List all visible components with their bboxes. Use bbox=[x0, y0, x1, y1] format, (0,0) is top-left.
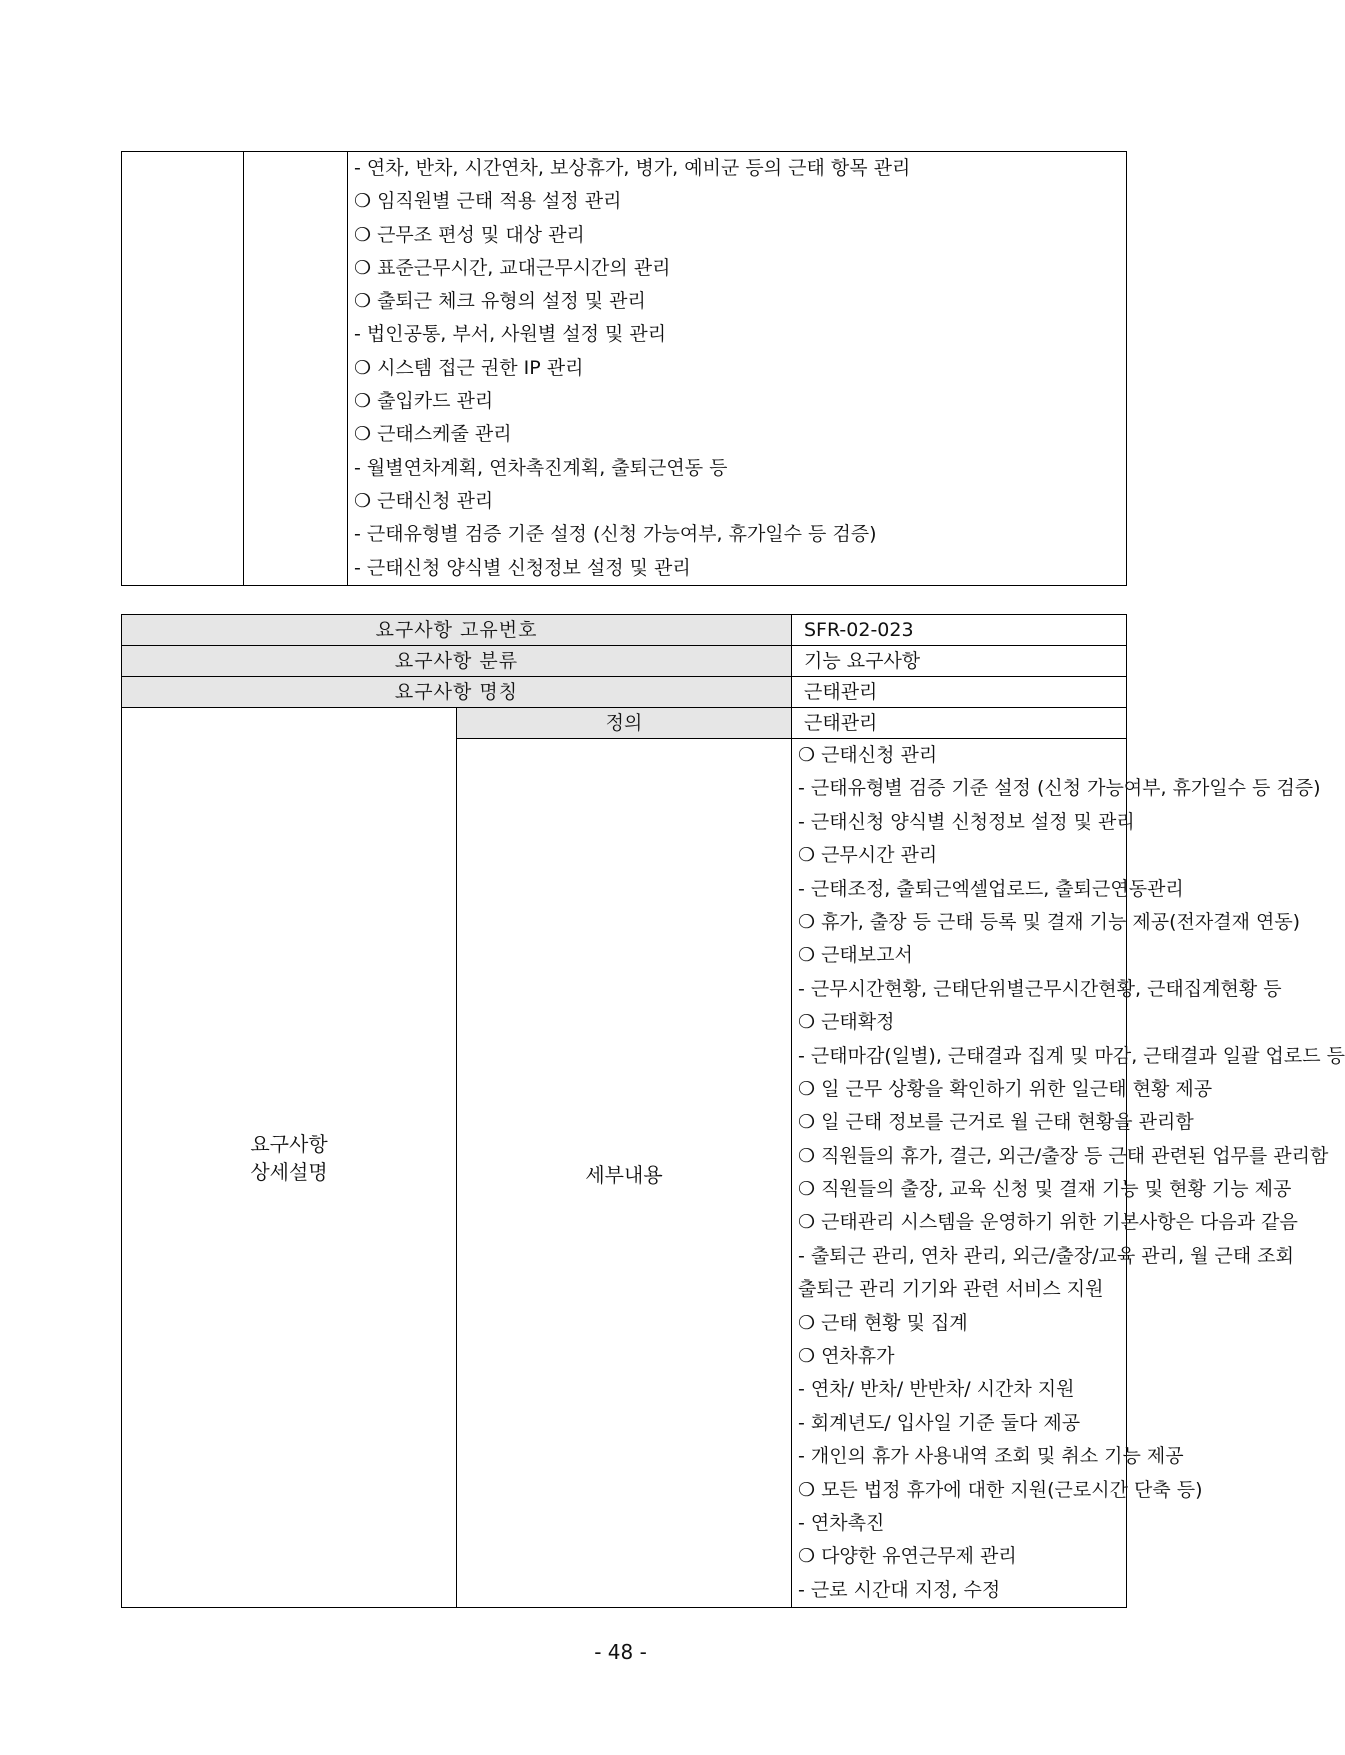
content-line: - 근무시간현황, 근태단위별근무시간현황, 근태집계현황 등 bbox=[798, 977, 1282, 1000]
content-line: ❍ 연차휴가 bbox=[798, 1345, 895, 1368]
definition-value: 근태관리 bbox=[792, 708, 1127, 739]
content-line: - 근태유형별 검증 기준 설정 (신청 가능여부, 휴가일수 등 검증) bbox=[354, 523, 877, 546]
content-line: ❍ 근태관리 시스템을 운영하기 위한 기본사항은 다음과 같음 bbox=[798, 1211, 1298, 1234]
content-line: ❍ 근태신청 관리 bbox=[354, 489, 494, 512]
definition-label: 정의 bbox=[457, 708, 792, 739]
content-line: ❍ 표준근무시간, 교대근무시간의 관리 bbox=[354, 256, 671, 279]
page-number: - 48 - bbox=[594, 1640, 647, 1664]
content-line: ❍ 근태 현황 및 집계 bbox=[798, 1311, 968, 1334]
content-line: ❍ 임직원별 근태 적용 설정 관리 bbox=[354, 190, 622, 213]
content-line: - 근태신청 양식별 신청정보 설정 및 관리 bbox=[798, 810, 1135, 833]
content-line: ❍ 일 근태 정보를 근거로 월 근태 현황을 관리함 bbox=[798, 1111, 1194, 1134]
content-line: ❍ 모든 법정 휴가에 대한 지원(근로시간 단축 등) bbox=[798, 1478, 1203, 1501]
requirement-id-label: 요구사항 고유번호 bbox=[122, 615, 792, 646]
content-line: ❍ 출입카드 관리 bbox=[354, 390, 494, 413]
content-line: - 개인의 휴가 사용내역 조회 및 취소 기능 제공 bbox=[798, 1445, 1184, 1468]
empty-cell-b bbox=[244, 152, 348, 586]
content-line: ❍ 직원들의 휴가, 결근, 외근/출장 등 근태 관련된 업무를 관리함 bbox=[798, 1144, 1329, 1167]
content-line: ❍ 근무조 편성 및 대상 관리 bbox=[354, 223, 585, 246]
content-line: - 근태마감(일별), 근태결과 집계 및 마감, 근태결과 일괄 업로드 등 bbox=[798, 1044, 1345, 1067]
content-line: ❍ 휴가, 출장 등 근태 등록 및 결재 기능 제공(전자결재 연동) bbox=[798, 910, 1301, 933]
content-line: ❍ 다양한 유연근무제 관리 bbox=[798, 1545, 1017, 1568]
continuation-table bbox=[121, 151, 1127, 586]
content-line: - 근로 시간대 지정, 수정 bbox=[798, 1578, 1001, 1601]
content-line: - 출퇴근 관리, 연차 관리, 외근/출장/교육 관리, 월 근태 조회 bbox=[798, 1244, 1294, 1267]
requirement-category-label: 요구사항 분류 bbox=[122, 646, 792, 677]
content-line: ❍ 직원들의 출장, 교육 신청 및 결재 기능 및 현황 기능 제공 bbox=[798, 1178, 1292, 1201]
requirement-name-label: 요구사항 명칭 bbox=[122, 677, 792, 708]
requirement-category-value: 기능 요구사항 bbox=[792, 646, 1127, 677]
content-line: ❍ 근태확정 bbox=[798, 1011, 895, 1034]
content-line: - 연차촉진 bbox=[798, 1511, 885, 1534]
detail-lines bbox=[792, 739, 1345, 1607]
content-line: ❍ 근태보고서 bbox=[798, 944, 913, 967]
content-line: - 월별연차계획, 연차촉진계획, 출퇴근연동 등 bbox=[354, 456, 728, 479]
content-line: ❍ 출퇴근 체크 유형의 설정 및 관리 bbox=[354, 290, 646, 313]
content-line: - 근태조정, 출퇴근엑셀업로드, 출퇴근연동관리 bbox=[798, 877, 1184, 900]
content-line: - 법인공통, 부서, 사원별 설정 및 관리 bbox=[354, 323, 667, 346]
content-line: - 연차/ 반차/ 반반차/ 시간차 지원 bbox=[798, 1378, 1075, 1401]
continuation-content-cell bbox=[348, 152, 1127, 586]
detail-section-label-line1: 요구사항 bbox=[250, 1131, 328, 1156]
content-line: 출퇴근 관리 기기와 관련 서비스 지원 bbox=[798, 1278, 1104, 1301]
content-line: ❍ 근태스케줄 관리 bbox=[354, 423, 512, 446]
content-line: ❍ 근무시간 관리 bbox=[798, 844, 938, 867]
requirement-id-value: SFR-02-023 bbox=[792, 615, 1127, 646]
requirement-name-value: 근태관리 bbox=[792, 677, 1127, 708]
continuation-lines bbox=[348, 152, 1126, 585]
content-line: ❍ 일 근무 상황을 확인하기 위한 일근태 현황 제공 bbox=[798, 1077, 1213, 1100]
content-line: - 연차, 반차, 시간연차, 보상휴가, 병가, 예비군 등의 근태 항목 관리 bbox=[354, 157, 911, 179]
content-line: - 근태유형별 검증 기준 설정 (신청 가능여부, 휴가일수 등 검증) bbox=[798, 777, 1321, 800]
content-line: - 회계년도/ 입사일 기준 둘다 제공 bbox=[798, 1411, 1081, 1434]
detail-section-label bbox=[122, 708, 457, 1608]
detail-label: 세부내용 bbox=[457, 739, 792, 1608]
detail-content-cell bbox=[792, 739, 1345, 1608]
empty-cell-a bbox=[122, 152, 244, 586]
content-line: ❍ 시스템 접근 권한 IP 관리 bbox=[354, 356, 584, 379]
detail-section-label-line2: 상세설명 bbox=[250, 1159, 328, 1184]
content-line: ❍ 근태신청 관리 bbox=[798, 744, 938, 766]
content-line: - 근태신청 양식별 신청정보 설정 및 관리 bbox=[354, 556, 691, 579]
requirement-table bbox=[121, 614, 1345, 1608]
